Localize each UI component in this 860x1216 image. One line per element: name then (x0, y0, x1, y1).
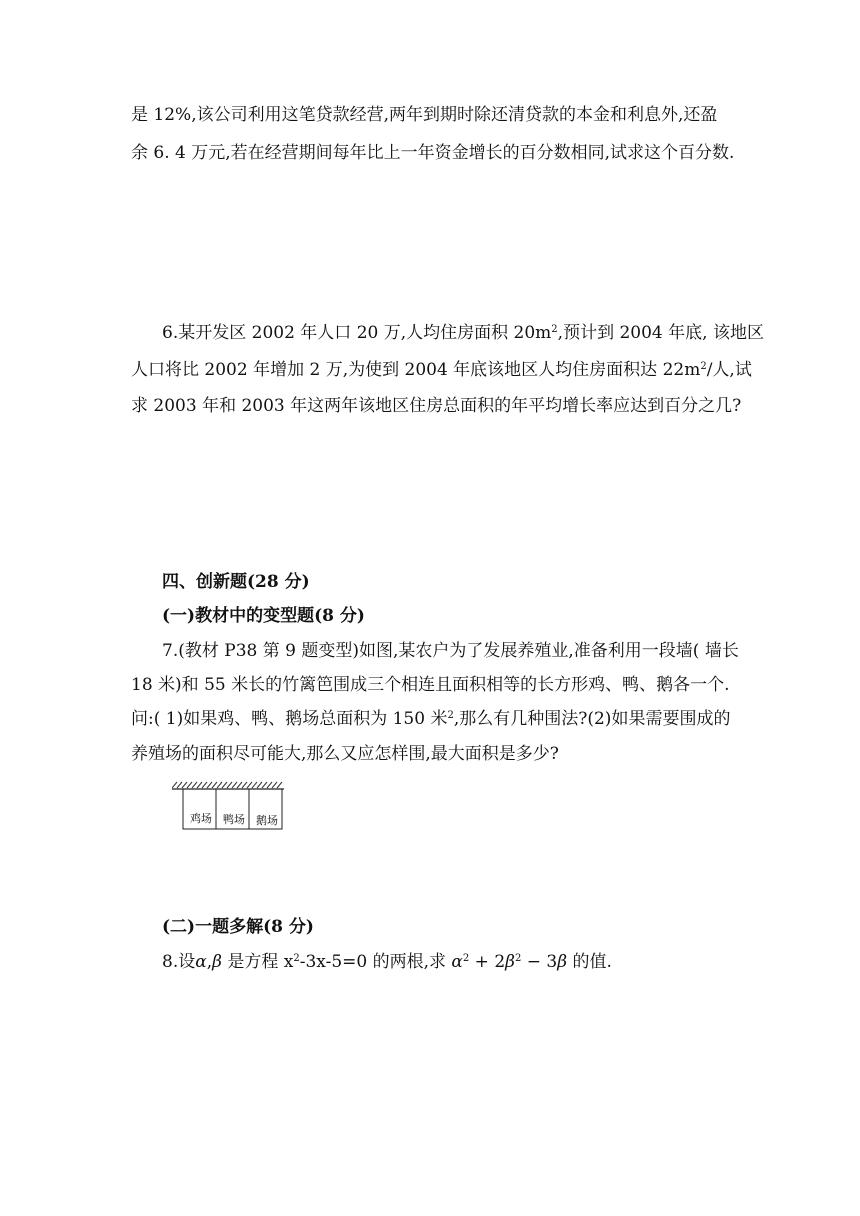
problem6-line-2 (131, 359, 752, 381)
alpha-symbol: α (195, 952, 207, 972)
expr-plus: + 2 (469, 952, 506, 972)
section-title: 四、创新题(28 分) (162, 572, 310, 592)
problem5-line-1: 是 12%,该公司利用这笔贷款经营,两年到期时除还清贷款的本金和利息外,还盈 (131, 105, 718, 125)
problem8-line (162, 951, 612, 973)
problem6-line-3: 求 2003 年和 2003 年这两年该地区住房总面积的年平均增长率应达到百分之几? (131, 396, 742, 416)
superscript: 2 (700, 361, 707, 372)
problem6-line-1 (162, 322, 764, 344)
problem8-suffix: 的值. (567, 952, 612, 972)
problem6-line2-text-b: /人,试 (706, 360, 752, 380)
pen-label-chicken: 鸡场 (190, 812, 212, 825)
problem7-line3-text-a: 问:( 1)如果鸡、鸭、鹅场总面积为 150 米 (131, 709, 448, 729)
superscript: 2 (551, 324, 558, 335)
problem6-line1-text-a: 6.某开发区 2002 年人口 20 万,人均住房面积 20m (162, 323, 552, 343)
superscript: 2 (514, 953, 522, 964)
expr-beta-2: β (557, 952, 568, 972)
problem7-line-3 (131, 708, 730, 730)
expr-alpha: α (451, 952, 463, 972)
problem6-line1-text-b: ,预计到 2004 年底, 该地区 (557, 323, 764, 343)
subsection-title-2: (二)一题多解(8 分) (162, 917, 314, 937)
pen-label-goose: 鹅场 (256, 814, 278, 827)
superscript: 2 (447, 710, 454, 721)
problem7-line-1: 7.(教材 P38 第 9 题变型)如图,某农户为了发展养殖业,准备利用一段墙( 墙长 (162, 641, 739, 661)
problem5-line-2: 余 6. 4 万元,若在经营期间每年比上一年资金增长的百分数相同,试求这个百分数. (131, 143, 735, 163)
problem7-line3-text-b: ,那么有几种围法?(2)如果需要围成的 (453, 709, 731, 729)
problem6-line2-text-a: 人口将比 2002 年增加 2 万,为使到 2004 年底该地区人均住房面积达 22m (131, 360, 701, 380)
problem8-mid-b: -3x-5=0 的两根,求 (299, 952, 447, 972)
beta-symbol: β (212, 952, 222, 972)
wall-hatching (172, 782, 282, 788)
expr-minus: − 3 (521, 952, 558, 972)
problem7-line-2: 18 米)和 55 米长的竹篱笆围成三个相连且面积相等的长方形鸡、鸭、鹅各一个. (131, 675, 730, 695)
subsection-title-1: (一)教材中的变型题(8 分) (162, 606, 365, 626)
comma: , (206, 952, 213, 972)
problem8-prefix: 8.设 (162, 952, 196, 972)
expr-beta: β (505, 952, 515, 972)
problem7-line-4: 养殖场的面积尽可能大,那么又应怎样围,最大面积是多少? (131, 744, 559, 764)
superscript: 2 (462, 953, 470, 964)
pen-label-duck: 鸭场 (223, 813, 245, 826)
problem8-mid-a: 是方程 x (221, 952, 294, 972)
superscript: 2 (293, 953, 300, 964)
